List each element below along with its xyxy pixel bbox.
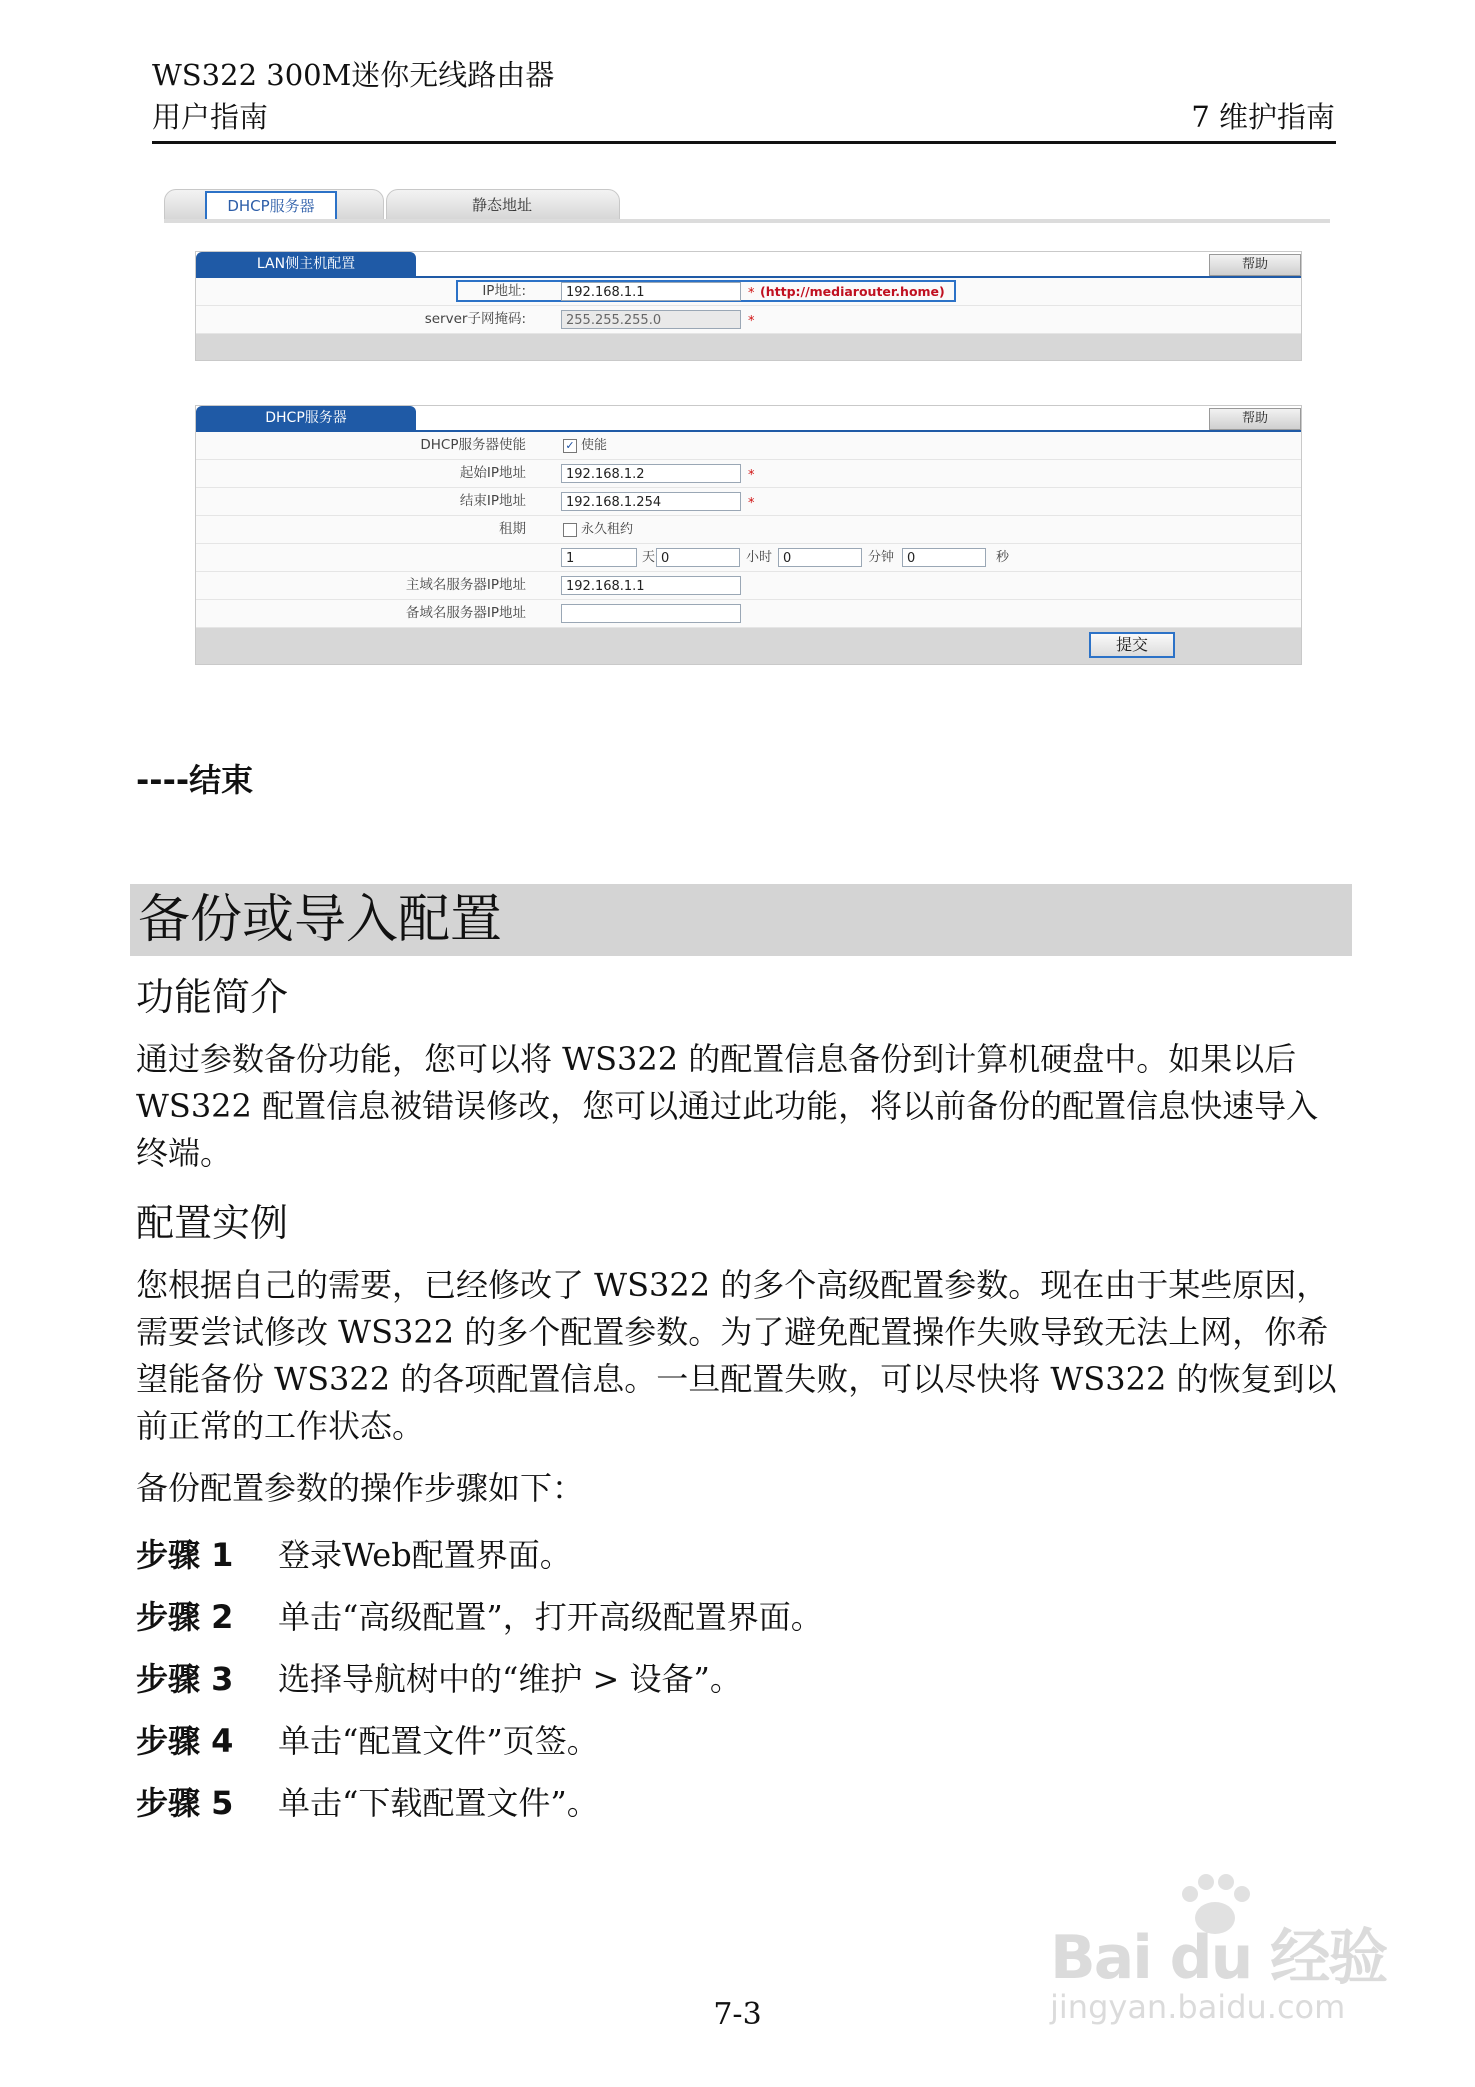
tab-static-address-label: 静态地址 [471,196,532,214]
subnet-mask-input[interactable]: 255.255.255.0 [561,310,741,329]
lease-hours-input[interactable]: 0 [656,548,740,567]
step-item [136,1533,572,1577]
example-heading: 配置实例 [136,1201,289,1245]
lease-label: 租期 [499,521,526,537]
ip-address-input[interactable]: 192.168.1.1 [561,282,741,301]
unit-hour: 小时 [746,550,773,565]
primary-dns-row [196,572,1301,600]
start-ip-label: 起始IP地址 [459,465,526,481]
primary-dns-label: 主域名服务器IP地址 [405,577,526,593]
tab-dhcp-server-label: DHCP服务器 [205,191,337,221]
domain-note: (http://mediarouter.home) [760,284,945,299]
step-label: 步骤 2 [136,1598,234,1636]
chapter-title: 7 维护指南 [1191,100,1335,134]
step-text: 登录Web配置界面。 [278,1536,572,1574]
watermark-brand: Bai du 经验 [1050,1923,1387,1993]
lease-days-input[interactable]: 1 [561,548,637,567]
intro-paragraph: 通过参数备份功能，您可以将 WS322 的配置信息备份到计算机硬盘中。如果以后 WS322 配置信息被错误修改，您可以通过此功能，将以前备份的配置信息快速导入终端。 [136,1040,1319,1172]
secondary-dns-input[interactable] [561,604,741,623]
step-item [136,1657,742,1701]
lease-minutes-input[interactable]: 0 [778,548,862,567]
secondary-dns-label: 备域名服务器IP地址 [405,605,526,621]
section-title: 备份或导入配置 [138,890,503,950]
dhcp-server-panel [195,405,1302,665]
unit-second: 秒 [996,550,1010,565]
step-text: 单击“配置文件”页签。 [278,1722,599,1760]
dhcp-enable-row [196,432,1301,460]
end-ip-row [196,488,1301,516]
lan-panel-title: LAN侧主机配置 [196,252,416,276]
step-text: 单击“高级配置”，打开高级配置界面。 [278,1598,823,1636]
step-label: 步骤 5 [136,1784,234,1822]
dhcp-panel-footer [196,628,1301,664]
lan-help-button[interactable]: 帮助 [1209,254,1301,276]
ip-address-row [196,278,1301,306]
subnet-mask-row [196,306,1301,334]
step-label: 步骤 3 [136,1660,234,1698]
dhcp-enable-label: DHCP服务器使能 [420,437,526,453]
page-number: 7-3 [713,1997,762,2032]
tab-bar-underline [164,219,1330,223]
unit-minute: 分钟 [868,550,895,565]
lan-panel-footer [196,334,1301,360]
required-mark: * [748,286,755,301]
step-label: 步骤 4 [136,1722,234,1760]
example-paragraph: 您根据自己的需要，已经修改了 WS322 的多个高级配置参数。现在由于某些原因，需要尝试修改 WS322 的多个配置参数。为了避免配置操作失败导致无法上网，你希望能备份 WS322 的各项配置信息。一旦配置失败，可以尽快将 WS322 的恢复到以前正常的工作状态。 [136,1266,1337,1445]
dhcp-panel-title: DHCP服务器 [196,406,416,430]
step-text: 选择导航树中的“维护 > 设备”。 [278,1660,742,1698]
required-mark: * [748,496,755,511]
header-rule [152,141,1336,144]
step-item [136,1595,823,1639]
start-ip-row [196,460,1301,488]
lan-host-panel [195,251,1302,361]
step-item [136,1781,599,1825]
end-marker: ----结束 [136,761,254,799]
start-ip-input[interactable]: 192.168.1.2 [561,464,741,483]
dhcp-config-screenshot [160,183,1335,683]
end-ip-label: 结束IP地址 [459,493,526,509]
secondary-dns-row [196,600,1301,628]
dhcp-enable-text: 使能 [581,438,608,453]
primary-dns-input[interactable]: 192.168.1.1 [561,576,741,595]
lease-row [196,516,1301,544]
watermark-url: jingyan.baidu.com [1050,1988,1346,2026]
submit-button[interactable]: 提交 [1089,632,1175,658]
lease-seconds-input[interactable]: 0 [902,548,986,567]
end-ip-input[interactable]: 192.168.1.254 [561,492,741,511]
dhcp-help-button[interactable]: 帮助 [1209,408,1301,430]
required-mark: * [748,468,755,483]
step-text: 单击“下载配置文件”。 [278,1784,599,1822]
intro-heading: 功能简介 [136,975,289,1019]
step-item [136,1719,599,1763]
permanent-lease-text: 永久租约 [581,522,634,537]
required-mark: * [748,314,755,329]
subnet-mask-label: server子网掩码: [424,311,526,327]
unit-day: 天 [642,550,656,565]
lease-time-row [196,544,1301,572]
ip-address-label: IP地址: [482,283,526,299]
step-label: 步骤 1 [136,1536,234,1574]
steps-intro: 备份配置参数的操作步骤如下： [136,1469,585,1507]
guide-title: 用户指南 [152,100,269,134]
product-title: WS322 300M迷你无线路由器 [152,58,555,92]
permanent-lease-checkbox[interactable] [563,523,577,537]
dhcp-enable-checkbox[interactable]: ✓ [563,439,577,453]
